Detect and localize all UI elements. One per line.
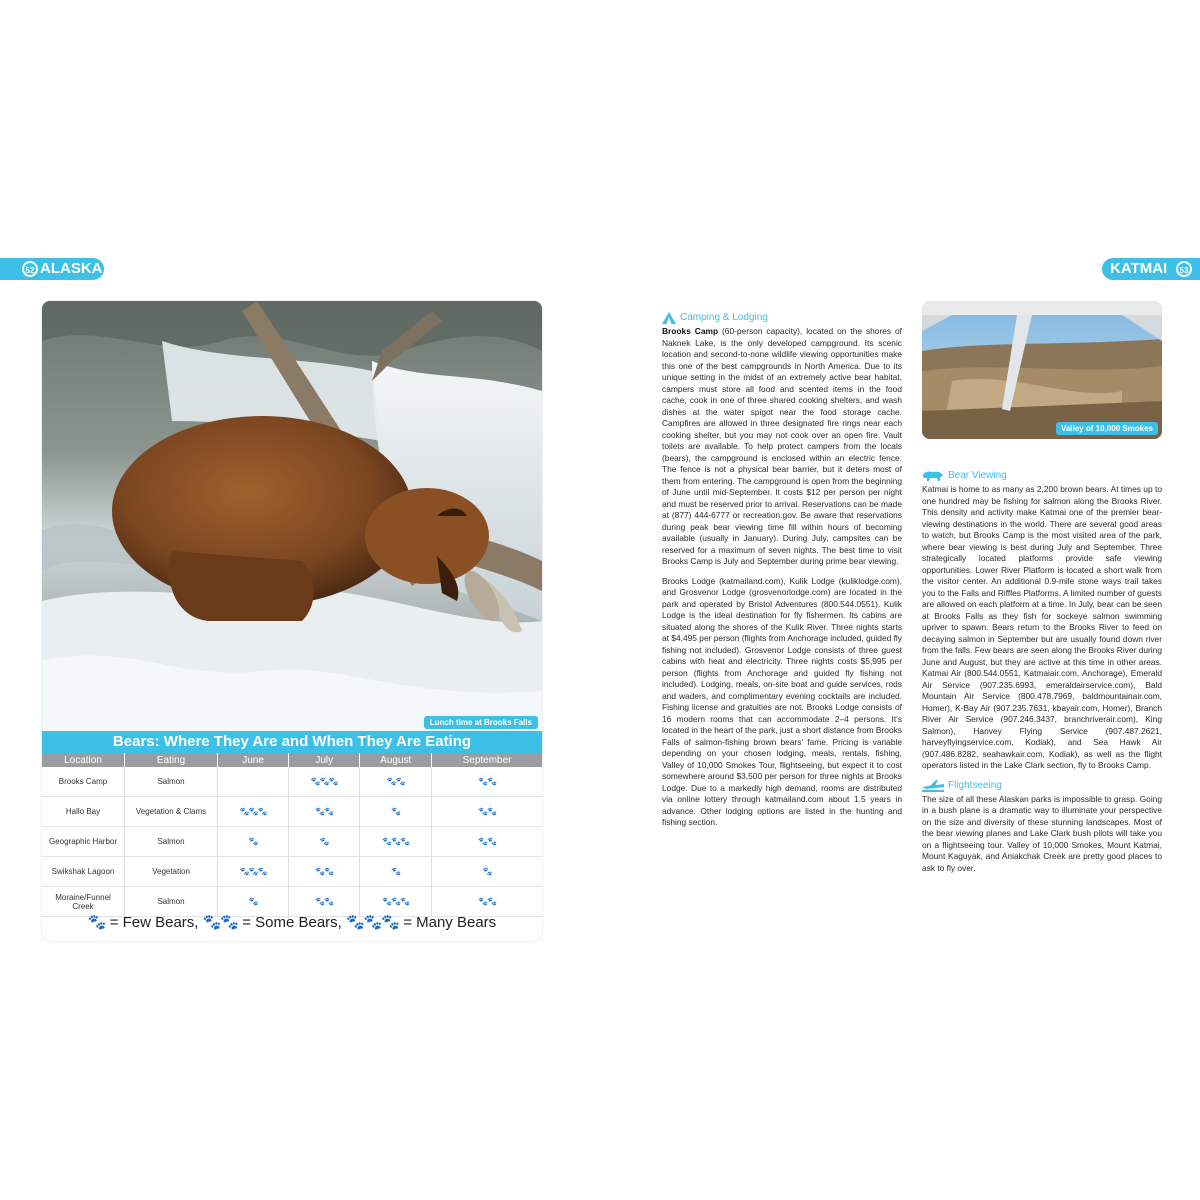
table-row <box>42 827 542 857</box>
column-header: June <box>218 753 289 767</box>
section-heading-text: Flightseeing <box>948 779 1002 791</box>
valley-thumbnail <box>922 301 1162 439</box>
plane-icon <box>922 780 944 792</box>
column-header: July <box>289 753 360 767</box>
brown-bear-catching-salmon-photo <box>42 301 542 731</box>
paw-rating: 🐾🐾 <box>289 797 360 827</box>
bear-table-header-row <box>42 753 542 767</box>
bear-panel <box>42 301 542 941</box>
paw-rating: 🐾🐾🐾 <box>218 797 289 827</box>
eating-cell: Salmon <box>125 887 218 917</box>
eating-cell: Salmon <box>125 827 218 857</box>
paw-rating: 🐾 <box>218 887 289 917</box>
legend-label: = Few Bears, <box>109 914 199 931</box>
paw-rating: 🐾🐾 <box>432 887 542 917</box>
paw-rating: 🐾 <box>360 857 432 887</box>
legend-label: = Many Bears <box>403 914 497 931</box>
bear-table <box>42 753 542 917</box>
section-heading-flightseeing <box>922 780 1162 792</box>
eating-cell: Vegetation <box>125 857 218 887</box>
page-number-right: 53 <box>1176 261 1192 277</box>
section-tab-alaska <box>0 258 104 280</box>
camping-paragraph <box>662 326 902 568</box>
legend-label: = Some Bears, <box>242 914 342 931</box>
bear-viewing-paragraph: Katmai is home to as many as 2,200 brown bears. At times up to one hundred may be fishing for salmon along the Brooks River. This density and activity make Katmai one of the premier bear-viewing destinations in the world. There are several good areas to watch, but Brooks Camp is the most visited area of the park, where bear viewing is best during July and September. Three strategically located platforms provide safe viewing opportunities. Lower River Platform is located a short walk from the visitor center. An additional 0.9-mile stone ways trail takes you to the Falls and Riffles Platforms. A limited number of guests are allowed on each platform at a time. In July, bear can be seen at Brooks Falls as they fish for sockeye salmon swimming upriver to spawn. Bears return to the Brooks River to feed on decaying salmon in September but are usually found down river from the falls. Few bears are seen along the Brooks River during June and August, but they are active at this time in other areas. Katmai Air (800.544.0551, Katmaiair.com, Anchorage), Emerald Air Service (907.235.6993, emeraldairservice.com), Bald Mountain Air Service (800.478.7969, baldmountainair.com, Homer), K-Bay Air (907.235.7631, kbayair.com, Homer), Branch River Air Service (907.246.3437, branchriverair.com), King Salmon), Hanvey Flying Service (907.487.2621, harveyflyingservice.com, Kodiak), and Sea Hawk Air (907.486.8282, seahawkair.com, Kodiak), as well as the flight operators listed in the Lake Clark section, fly to Brooks Camp. <box>922 484 1162 770</box>
bear-table-title: Bears: Where They Are and When They Are Eating <box>42 731 542 753</box>
paw-rating: 🐾🐾 <box>289 857 360 887</box>
paw-rating: 🐾🐾 <box>432 827 542 857</box>
paw-rating: 🐾 <box>289 827 360 857</box>
brooks-camp-bold: Brooks Camp <box>662 326 719 336</box>
location-cell: Brooks Camp <box>42 767 125 797</box>
paw-icon: 🐾 <box>87 914 106 931</box>
paw-rating: 🐾 <box>218 827 289 857</box>
section-heading-text: Camping & Lodging <box>680 312 768 324</box>
location-cell: Moraine/Funnel Creek <box>42 887 125 917</box>
page-number-left: 52 <box>22 261 38 277</box>
column-header: Eating <box>125 753 218 767</box>
table-row <box>42 797 542 827</box>
paw-rating: 🐾 <box>432 857 542 887</box>
paw-rating: 🐾🐾 <box>432 797 542 827</box>
paw-rating <box>218 767 289 797</box>
table-row <box>42 767 542 797</box>
paw-rating: 🐾 <box>360 797 432 827</box>
paw-legend <box>42 911 542 935</box>
eating-cell: Salmon <box>125 767 218 797</box>
table-row <box>42 857 542 887</box>
bear-icon <box>922 470 944 482</box>
eating-cell: Vegetation & Clams <box>125 797 218 827</box>
section-heading-camping <box>662 312 902 324</box>
paw-icon: 🐾🐾 <box>202 914 239 931</box>
section-heading-bear-viewing <box>922 470 1162 482</box>
column-header: September <box>432 753 542 767</box>
paw-rating: 🐾🐾🐾 <box>360 887 432 917</box>
paw-rating: 🐾🐾🐾 <box>360 827 432 857</box>
location-cell: Geographic Harbor <box>42 827 125 857</box>
section-tab-katmai <box>1102 258 1200 280</box>
paw-rating: 🐾🐾 <box>432 767 542 797</box>
tent-icon <box>662 312 676 324</box>
location-cell: Swikshak Lagoon <box>42 857 125 887</box>
location-cell: Hallo Bay <box>42 797 125 827</box>
photo-caption: Valley of 10,000 Smokes <box>1056 422 1158 435</box>
camping-lodging-column <box>662 312 902 837</box>
paw-icon: 🐾🐾🐾 <box>346 914 400 931</box>
section-heading-text: Bear Viewing <box>948 470 1007 482</box>
paw-rating: 🐾🐾🐾 <box>218 857 289 887</box>
bear-viewing-column <box>922 470 1162 882</box>
column-header: Location <box>42 753 125 767</box>
airplane-wing-valley-photo <box>922 301 1162 439</box>
column-header: August <box>360 753 432 767</box>
flightseeing-paragraph: The size of all these Alaskan parks is impossible to grasp. Going in a bush plane is a dramatic way to illuminate your perspective on the size and diversity of these stunning landscapes. Most of the bear viewing planes and Lake Clark bush pilots will take you on a flightseeing tour. Valley of 10,000 Smokes, Mount Katmai, Mount Kaguyak, and Aniakchak Creek are pretty good places to ask to fly over. <box>922 793 1162 873</box>
photo-caption: Lunch time at Brooks Falls <box>424 716 538 729</box>
paw-rating: 🐾🐾🐾 <box>289 767 360 797</box>
camping-text: (60-person capacity), located on the shores of Naknek Lake, is the only developed campground. Its scenic location and second-to-none wildlife viewing opportunities make this one of the best campgrounds in North America. Due to its unique setting in the midst of an extremely active bear habitat, campers must store all food and scented items in the food cache, cook in one of three shared cooking shelters, and wash dishes at the water spigot near the food storage cache. Campfires are allowed in three designated fire rings near each cooking shelter, but you may not cook over an open fire. Vault toilets are available. To help protect campers from the locals (bears), the campground is enclosed within an electric fence. The fence is not a physical bear barrier, but it deters most of them from entering. The campground is open from the beginning of June until mid-September. It costs $12 per person per night and must be reserved prior to arrival. Reservations can be made at (877) 444-6777 or recreation.gov. Be aware that reservations during peak bear viewing time fill within hours of becoming available (usually in January). During July, campsites can be reserved for a maximum of seven nights. The best time to visit Brooks Camp is July and September during prime bear viewing. <box>662 326 903 566</box>
lodging-paragraph: Brooks Lodge (katmailand.com), Kulik Lodge (kuliklodge.com), and Grosvenor Lodge (grosvenorlodge.com) are located in the park and operated by Bristol Adventures (800.544.0551). Kulik Lodge is the ideal destination for fly fishermen. Its cabins are situated along the shores of the Kulik River. Three nights starts at $4,495 per person (flights from Anchorage included, guided fly fishing not included). Grosvenor Lodge consists of three guest cabins with heat and electricity. Three nights costs $5,995 per person (flights from Anchorage and guided fly fishing not included). Lodging, meals, on-site boat and guide services, rods and waders, and complimentary evening cocktails are included. Fishing license and gratuities are not. Brooks Lodge consists of 16 modern rooms that can accommodate 2–4 persons. It's located in the heart of the park, just a short distance from Brooks Falls of salmon-fishing brown bears' fame. Pricing is variable depending on your chosen lodging, meals, rentals, fishing, Valley of 10,000 Smokes Tour, flightseeing, but expect it to cost somewhere around $3,500 per person for three nights at Brooks Lodge. Due to a markedly high demand, rooms are distributed via online lottery through katmailand.com about 1.5 years in advance. Other lodging options are listed in the hunting and fishing section. <box>662 575 902 827</box>
paw-rating: 🐾🐾 <box>289 887 360 917</box>
section-tab-label: ALASKA <box>40 260 103 277</box>
section-tab-label: KATMAI <box>1110 260 1168 277</box>
paw-rating: 🐾🐾 <box>360 767 432 797</box>
